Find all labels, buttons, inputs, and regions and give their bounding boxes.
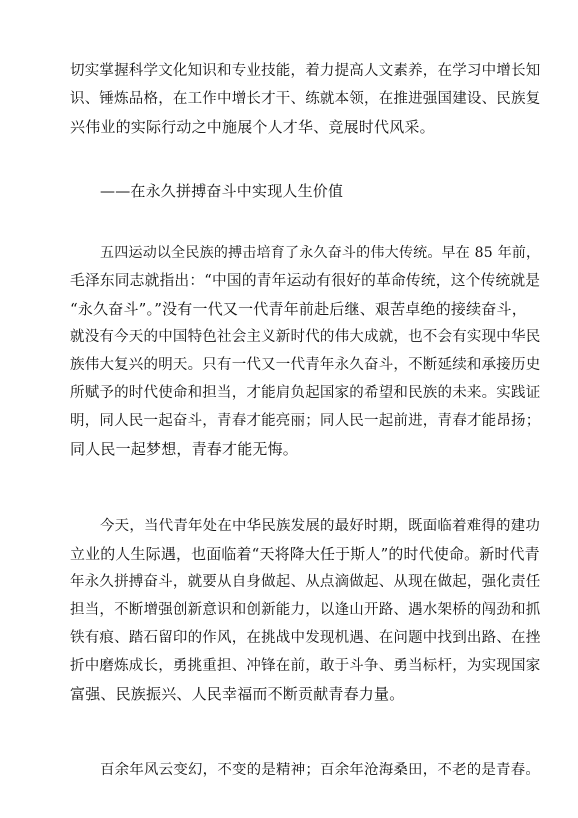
paragraph-3-line-3: 年永久拼搏奋斗，就要从自身做起、从点滴做起、从现在做起，强化责任 xyxy=(70,574,541,590)
paragraph-3-line-1: 今天，当代青年处在中华民族发展的最好时期，既面临着难得的建功 xyxy=(100,518,541,534)
paragraph-3-line-5: 铁有痕、踏石留印的作风，在挑战中发现机遇、在问题中找到出路、在挫 xyxy=(70,630,541,646)
paragraph-3-line-6: 折中磨炼成长，勇挑重担、冲锋在前，敢于斗争、勇当标杆，为实现国家 xyxy=(70,658,541,674)
section-heading: ——在永久拼搏奋斗中实现人生价值 xyxy=(100,182,344,200)
paragraph-2-line-3: “永久奋斗”。”没有一代又一代青年前赴后继、艰苦卓绝的接续奋斗， xyxy=(70,300,527,318)
paragraph-3-line-2: 立业的人生际遇，也面临着“天将降大任于斯人”的时代使命。新时代青 xyxy=(70,545,540,563)
paragraph-2-line-5: 族伟大复兴的明天。只有一代又一代青年永久奋斗，不断延续和承接历史 xyxy=(70,357,541,373)
paragraph-2-line-1: 五四运动以全民族的搏击培育了永久奋斗的伟大传统。早在 85 年前， xyxy=(100,245,541,261)
paragraph-1-line-3: 兴伟业的实际行动之中施展个人才华、竞展时代风采。 xyxy=(70,118,435,136)
paragraph-2-line-6: 所赋予的时代使命和担当，才能肩负起国家的希望和民族的未来。实践证 xyxy=(70,385,541,401)
paragraph-4-line-1: 百余年风云变幻，不变的是精神；百余年沧海桑田，不老的是青春。 xyxy=(100,762,541,778)
paragraph-2-line-4: 就没有今天的中国特色社会主义新时代的伟大成就，也不会有实现中华民 xyxy=(70,329,541,345)
paragraph-3-line-4: 担当，不断增强创新意识和创新能力，以逢山开路、遇水架桥的闯劲和抓 xyxy=(70,602,541,618)
paragraph-3-line-7: 富强、民族振兴、人民幸福而不断贡献青春力量。 xyxy=(70,685,405,703)
paragraph-2-line-7: 明，同人民一起奋斗，青春才能亮丽；同人民一起前进，青春才能昂扬； xyxy=(70,413,541,429)
paragraph-1-line-1: 切实掌握科学文化知识和专业技能，着力提高人文素养，在学习中增长知 xyxy=(70,63,541,79)
paragraph-2-line-8: 同人民一起梦想，青春才能无悔。 xyxy=(70,440,299,458)
paragraph-1-line-2: 识、锤炼品格，在工作中增长才干、练就本领，在推进强国建设、民族复 xyxy=(70,91,541,107)
paragraph-2-line-2: 毛泽东同志就指出：“中国的青年运动有很好的革命传统，这个传统就是 xyxy=(70,272,541,289)
